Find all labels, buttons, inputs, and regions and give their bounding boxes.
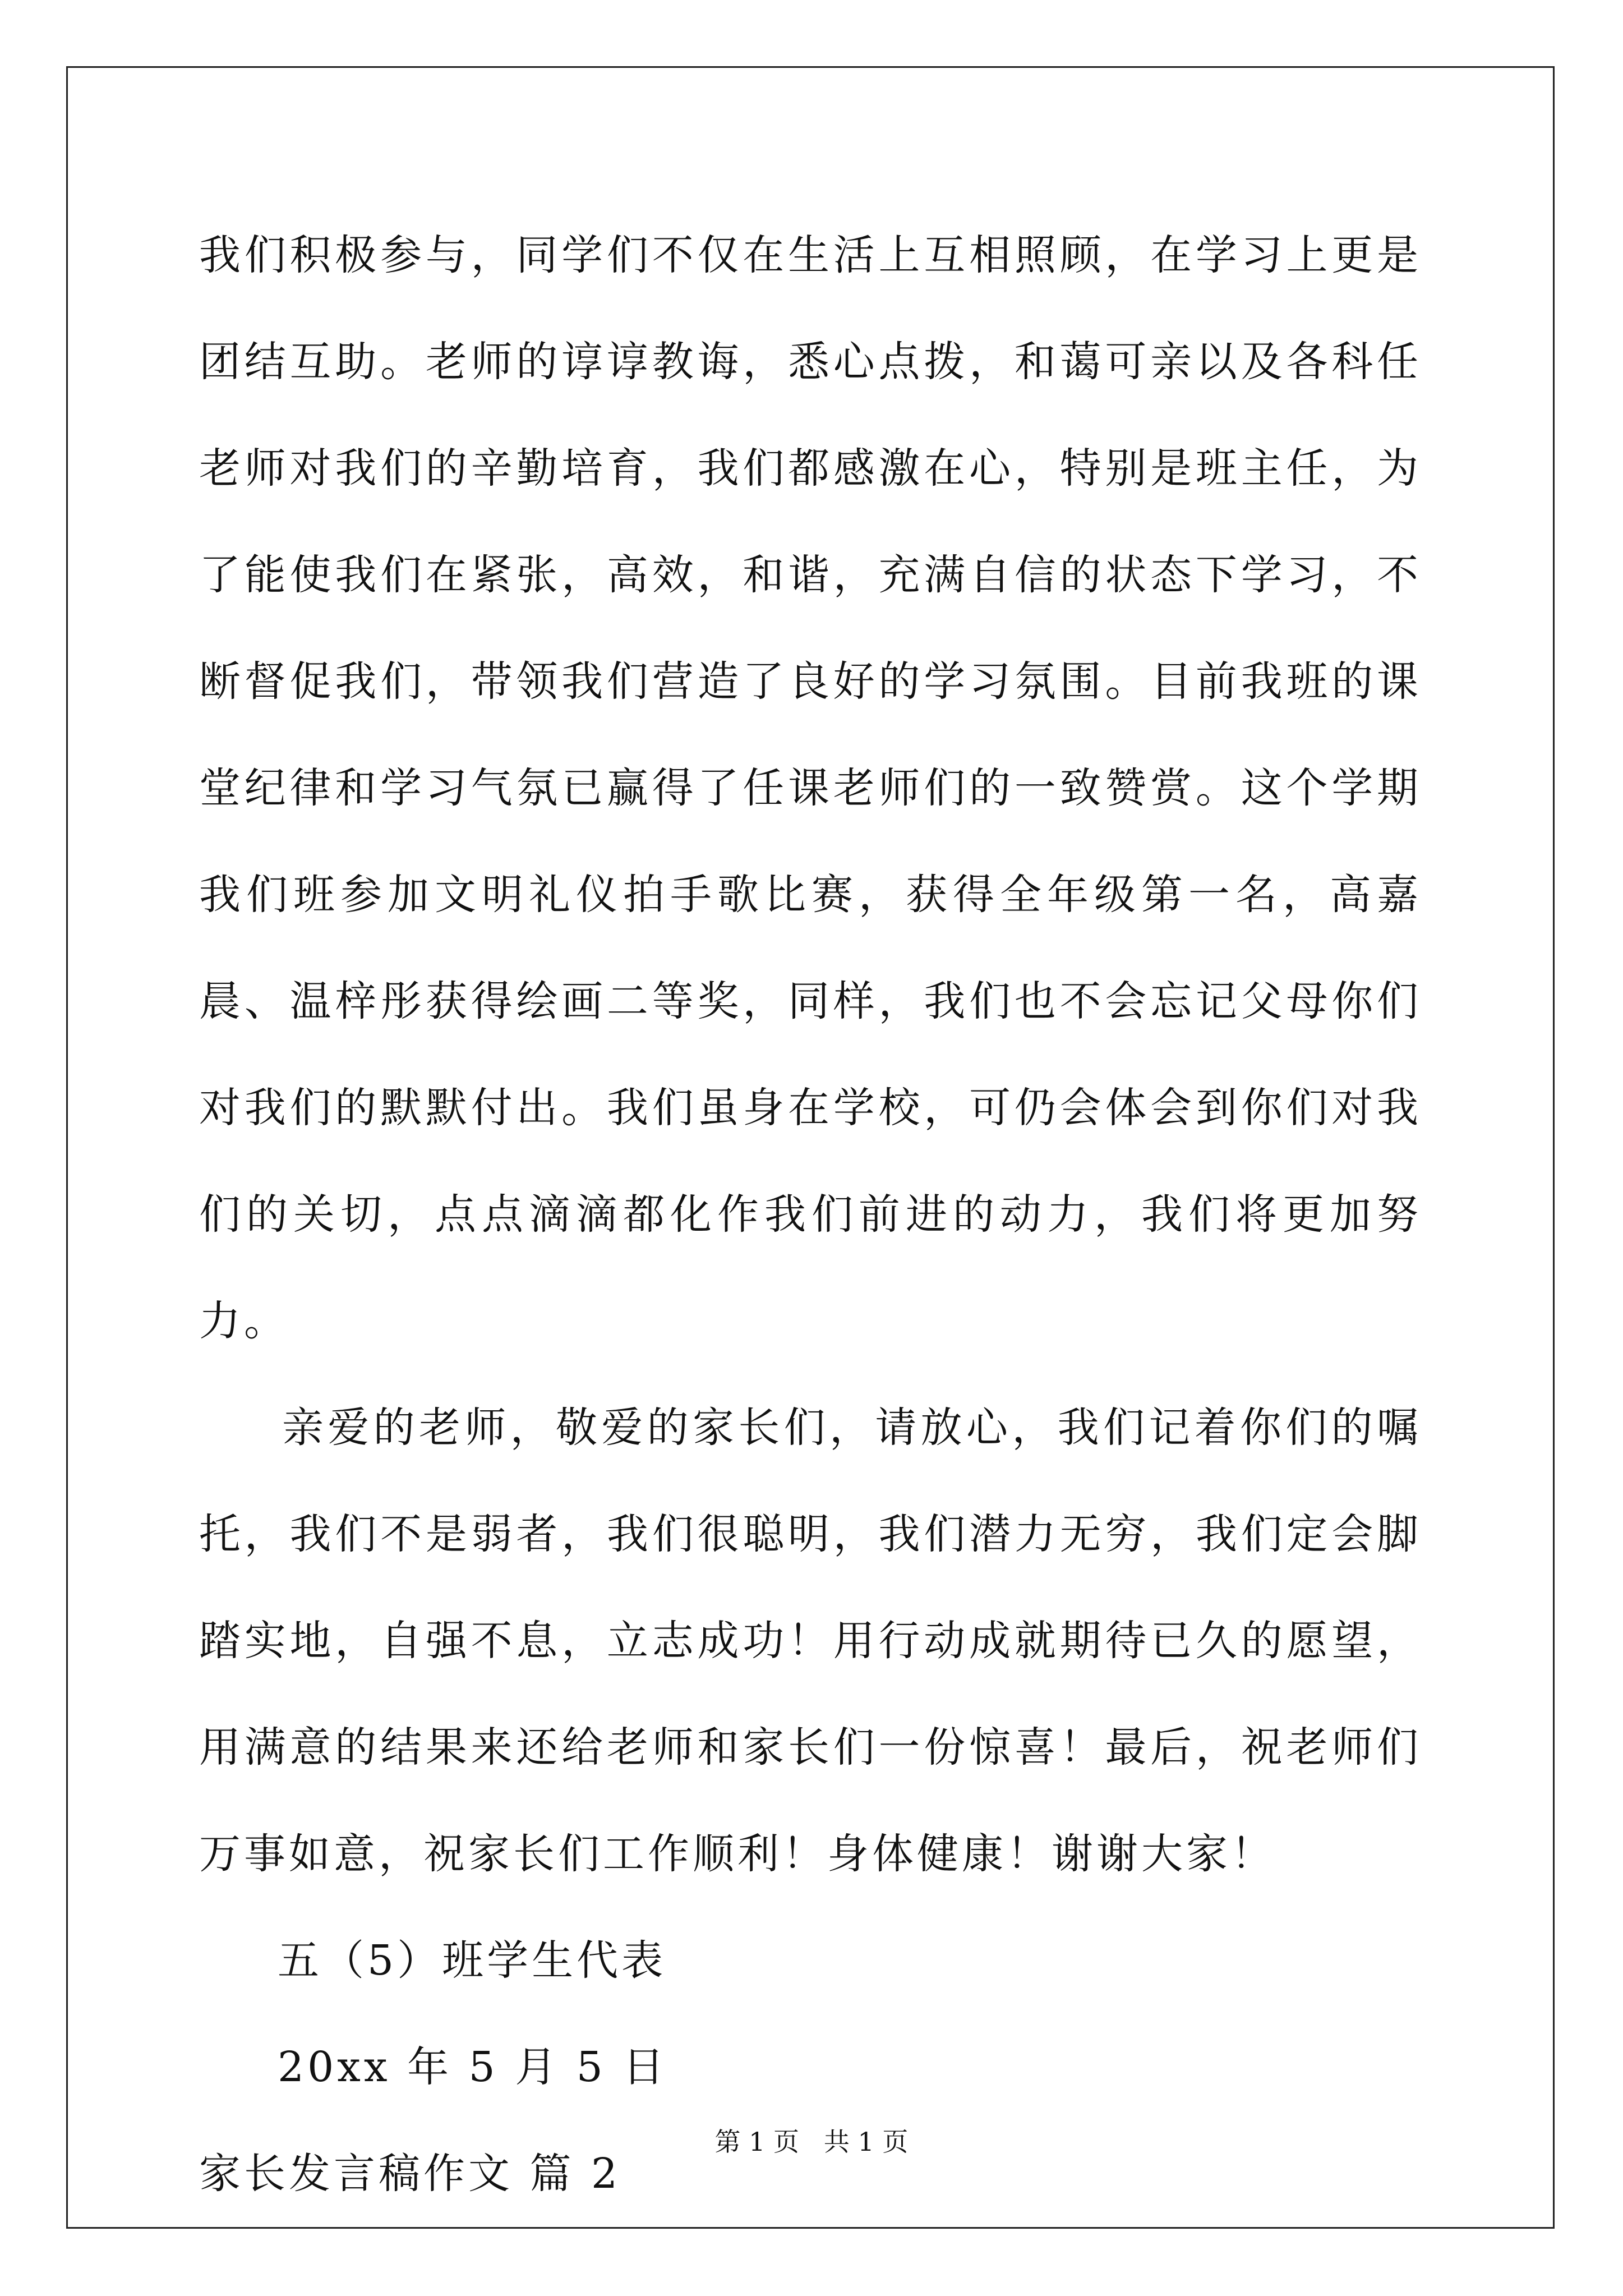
- page-footer: 第 1 页 共 1 页: [714, 2127, 909, 2157]
- section-heading: 家长发言稿作文 篇 2: [199, 2150, 621, 2198]
- paragraph-continuation: 我们积极参与，同学们不仅在生活上互相照顾，在学习上更是团结互助。老师的谆谆教诲，悉心点拨，和蔼可亲以及各科任老师对我们的辛勤培育，我们都感激在心，特别是班主任，为了能使我们在紧张，高效，和谐，充满自信的状态下学习，不断督促我们，带领我们营造了良好的学习氛围。目前我班的课堂纪律和学习气氛已赢得了任课老师们的一致赞赏。这个学期我们班参加文明礼仪拍手歌比赛，获得全年级第一名，高嘉晨、温梓彤获得绘画二等奖，同样，我们也不会忘记父母你们对我们的默默付出。我们虽身在学校，可仍会体会到你们对我们的关切，点点滴滴都化作我们前进的动力，我们将更加努力。: [199, 231, 1422, 1345]
- signature: 五（5）班学生代表: [278, 1936, 667, 1985]
- paragraph-closing: 亲爱的老师，敬爱的家长们，请放心，我们记着你们的嘱托，我们不是弱者，我们很聪明，我们潜力无穷，我们定会脚踏实地，自强不息，立志成功！用行动成就期待已久的愿望，用满意的结果来还给老师和家长们一份惊喜！最后，祝老师们万事如意，祝家长们工作顺利！身体健康！谢谢大家！: [199, 1404, 1422, 1878]
- document-body: [199, 202, 1422, 2227]
- date: 20xx 年 5 月 5 日: [278, 2043, 668, 2091]
